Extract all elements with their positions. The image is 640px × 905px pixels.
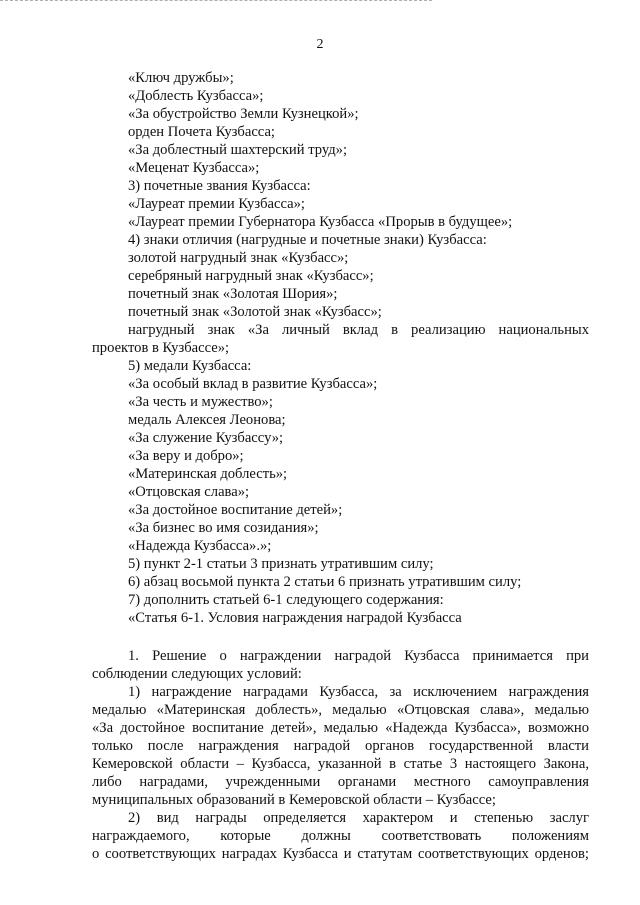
text-line: «Лауреат премии Кузбасса»; [128, 196, 305, 212]
text-line: «Ключ дружбы»; [128, 70, 234, 86]
text-line: 3) почетные звания Кузбасса: [128, 178, 311, 194]
text-line: только после награждения наградой органов государственной власти [92, 738, 589, 754]
text-line: 7) дополнить статьей 6-1 следующего содержания: [128, 592, 444, 608]
text-line: 2) вид награды определяется характером и степенью заслуг [128, 810, 589, 826]
text-line: проектов в Кузбассе»; [92, 340, 230, 356]
text-line: либо наградами, учрежденными органами местного самоуправления [92, 774, 589, 790]
text-line: 4) знаки отличия (нагрудные и почетные знаки) Кузбасса: [128, 232, 487, 248]
article-heading: «Статья 6-1. Условия награждения наградой Кузбасса [128, 610, 462, 626]
scan-edge-artifact [0, 0, 432, 3]
text-line: орден Почета Кузбасса; [128, 124, 275, 140]
text-line: награждаемого, которые должны соответствовать положениям [92, 828, 589, 844]
text-line: почетный знак «Золотая Шория»; [128, 286, 338, 302]
text-line: 1) награждение наградами Кузбасса, за исключением награждения [128, 684, 589, 700]
page-number: 2 [316, 37, 324, 52]
text-line: Кемеровской области – Кузбасса, указанной в статье 3 настоящего Закона, [92, 756, 589, 772]
text-line: «Материнская доблесть»; [128, 466, 288, 482]
text-line: нагрудный знак «За личный вклад в реализацию национальных [128, 322, 589, 338]
text-line: 1. Решение о награждении наградой Кузбасса принимается при [128, 648, 589, 664]
text-line: почетный знак «Золотой знак «Кузбасс»; [128, 304, 382, 320]
text-line: «За бизнес во имя созидания»; [128, 520, 319, 536]
text-line: 5) пункт 2-1 статьи 3 признать утратившим силу; [128, 556, 434, 572]
text-line: муниципальных образований в Кемеровской области – Кузбассе; [92, 792, 496, 808]
text-line: медалью «Материнская доблесть», медалью «Отцовская слава», медалью [92, 702, 589, 718]
text-line: «За особый вклад в развитие Кузбасса»; [128, 376, 378, 392]
text-line: «За честь и мужество»; [128, 394, 273, 410]
text-line: «Отцовская слава»; [128, 484, 250, 500]
text-line: о соответствующих наградах Кузбасса и статутам соответствующих орденов; [92, 846, 589, 862]
text-line: медаль Алексея Леонова; [128, 412, 286, 428]
text-line: 6) абзац восьмой пункта 2 статьи 6 признать утратившим силу; [128, 574, 522, 590]
text-line: «За доблестный шахтерский труд»; [128, 142, 348, 158]
text-line: «Меценат Кузбасса»; [128, 160, 260, 176]
text-line: «Лауреат премии Губернатора Кузбасса «Прорыв в будущее»; [128, 214, 513, 230]
text-line: 5) медали Кузбасса: [128, 358, 252, 374]
text-line: «Доблесть Кузбасса»; [128, 88, 264, 104]
text-line: золотой нагрудный знак «Кузбасс»; [128, 250, 349, 266]
text-line: «За служение Кузбассу»; [128, 430, 284, 446]
text-line: серебряный нагрудный знак «Кузбасс»; [128, 268, 374, 284]
text-line: «За достойное воспитание детей»; [128, 502, 343, 518]
text-line: «За обустройство Земли Кузнецкой»; [128, 106, 359, 122]
text-line: «Надежда Кузбасса».»; [128, 538, 272, 554]
text-line: «За веру и добро»; [128, 448, 244, 464]
text-line: соблюдении следующих условий: [92, 666, 302, 682]
text-line: «За достойное воспитание детей», медалью «Надежда Кузбасса», возможно [92, 720, 589, 736]
